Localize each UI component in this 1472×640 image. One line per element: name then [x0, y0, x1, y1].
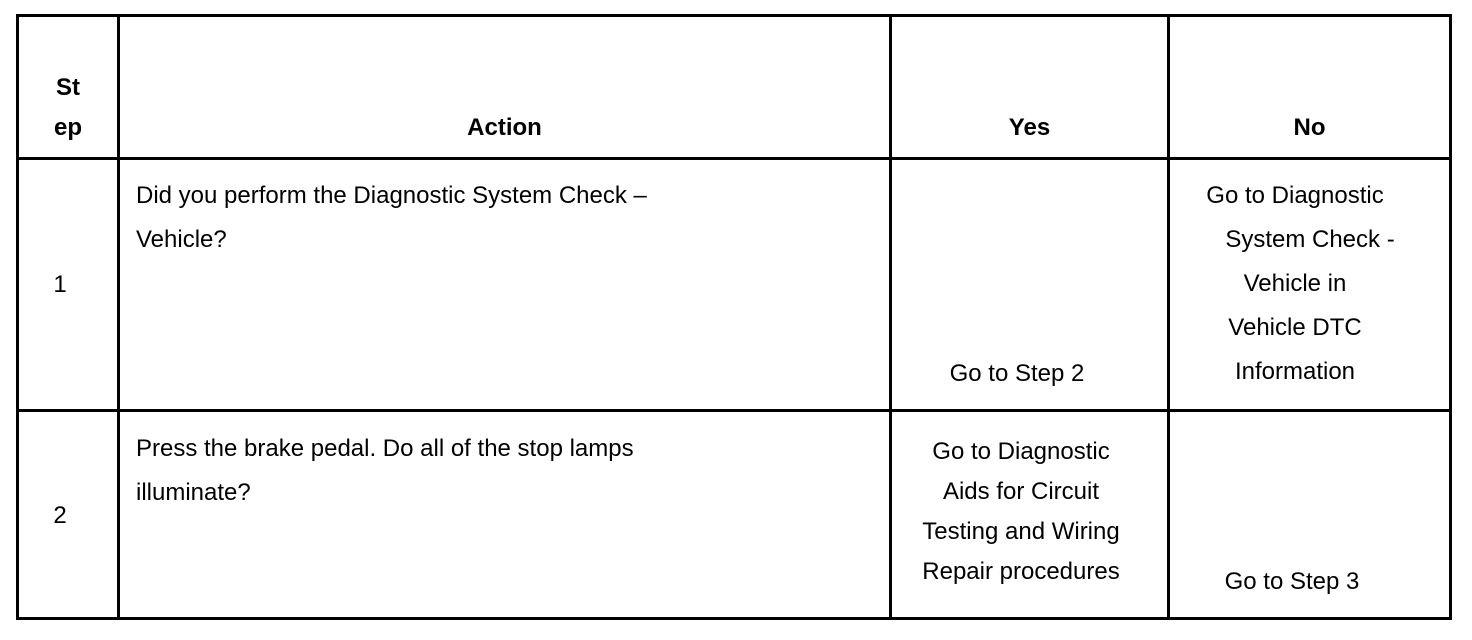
row1-step: 1: [53, 271, 67, 298]
row2-no: Go to Step 3: [1224, 568, 1360, 595]
row2-step: 2: [53, 502, 67, 529]
row1-no-line3: Vehicle in: [1243, 270, 1347, 297]
row1-no-line5: Information: [1234, 358, 1356, 385]
table-border-top: [16, 14, 1452, 17]
row1-yes: Go to Step 2: [949, 360, 1085, 387]
row2-action: [136, 427, 876, 515]
col-divider-step: [117, 14, 120, 620]
row1-action: [136, 174, 876, 262]
header-no: No: [1293, 114, 1326, 141]
row1-no: [1170, 174, 1420, 394]
table-border-bottom: [16, 617, 1452, 620]
header-step-line1: St: [56, 74, 80, 101]
row1-no-line4: Vehicle DTC: [1228, 314, 1362, 341]
row1-no-line1: Go to Diagnostic: [1206, 182, 1384, 209]
row2-yes-line4: Repair procedures: [922, 558, 1120, 585]
row-divider: [16, 409, 1452, 412]
table-border-right: [1449, 14, 1452, 620]
row2-action-line2: illuminate?: [136, 479, 251, 506]
row2-yes-line2: Aids for Circuit: [942, 478, 1100, 505]
row2-action-line1: Press the brake pedal. Do all of the stop lamps: [136, 435, 634, 462]
row2-yes-line1: Go to Diagnostic: [932, 438, 1110, 465]
row1-no-line2: System Check -: [1225, 226, 1395, 253]
header-yes: Yes: [1008, 114, 1051, 141]
header-step: [19, 68, 117, 148]
header-divider: [16, 157, 1452, 160]
header-step-line2: ep: [53, 114, 82, 141]
row2-yes: [892, 432, 1150, 592]
header-action: Action: [467, 114, 542, 141]
row1-action-line1: Did you perform the Diagnostic System Check –: [136, 182, 647, 209]
row2-yes-line3: Testing and Wiring: [922, 518, 1120, 545]
row1-action-line2: Vehicle?: [136, 226, 227, 253]
